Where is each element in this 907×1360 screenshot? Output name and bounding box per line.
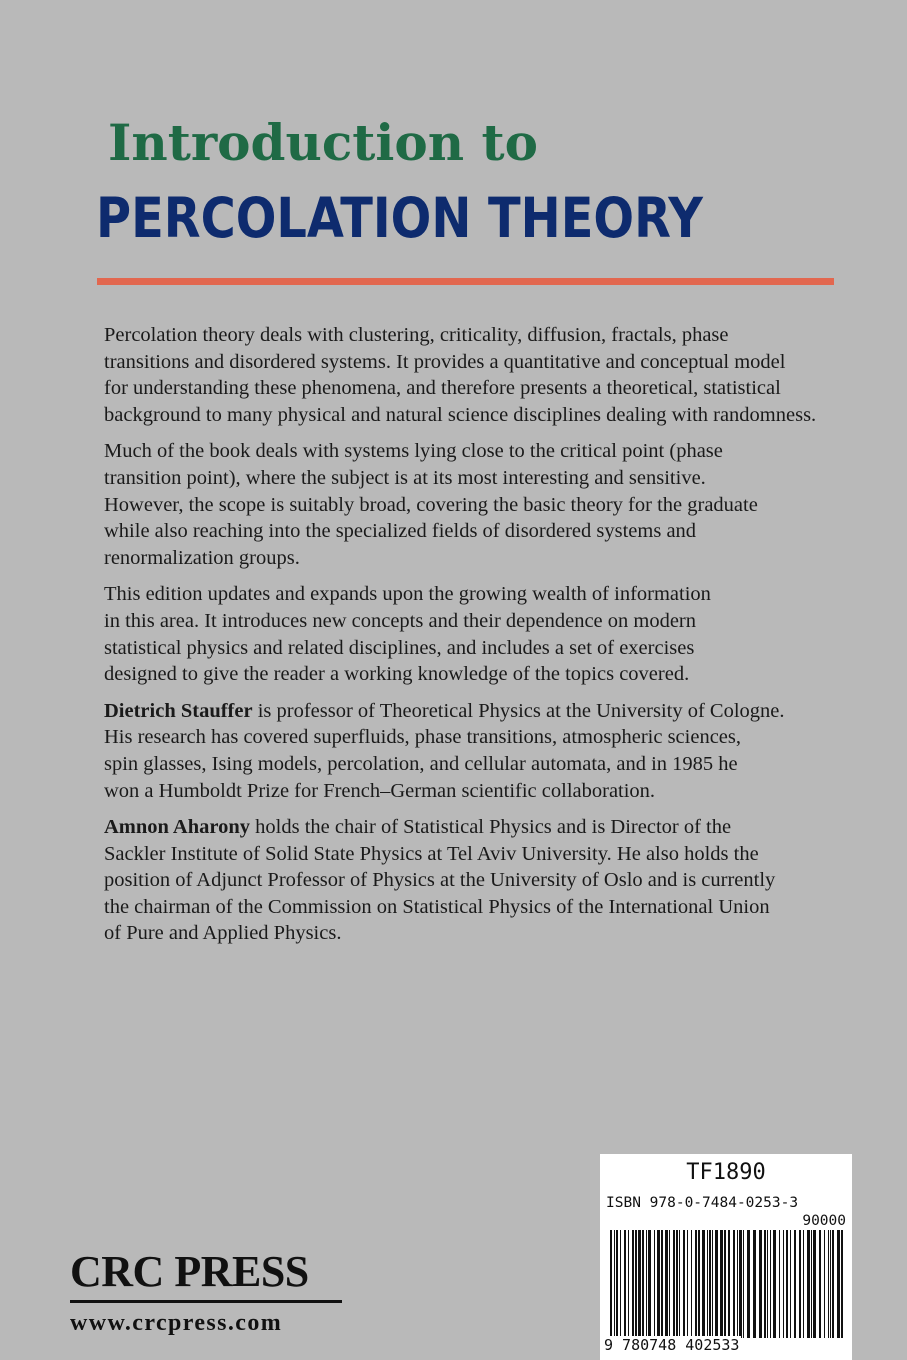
description-paragraph-1: Percolation theory deals with clustering, criticality, diffusion, fractals, phase transitions and disordered systems. It provides a quantitative and conceptual model for understanding these phenomena, and therefore presents a theoretical, statistical background to many physical and natural science disciplines dealing with randomness. [104, 324, 817, 426]
description-paragraph-3: This edition updates and expands upon the growing wealth of information in this area. It introduces new concepts and their dependence on modern statistical physics and related disciplines, and includes a set of exercises designed to give the reader a working knowledge of the topics covered. [104, 583, 711, 686]
barcode-bars-icon [608, 1230, 844, 1338]
isbn-number: ISBN 978-0-7484-0253-3 [606, 1195, 799, 1211]
back-cover-text [104, 322, 844, 957]
author-name-1: Dietrich Stauffer [104, 699, 253, 722]
title-line-2: PERCOLATION THEORY [96, 186, 703, 250]
barcode-label [600, 1154, 852, 1360]
description-paragraph-2: Much of the book deals with systems lying close to the critical point (phase transition point), where the subject is at its most interesting and sensitive. However, the scope is suitably broad, covering the basic theory for the graduate while also reaching into the specialized fields of disordered systems and renormalization groups. [104, 440, 758, 569]
author-bio-1 [104, 698, 844, 804]
publisher-url: www.crcpress.com [70, 1310, 283, 1336]
author-name-2: Amnon Aharony [104, 816, 251, 839]
author-bio-text-2: holds the chair of Statistical Physics and is Director of the Sackler Institute of Solid State Physics at Tel Aviv University. He also holds the position of Adjunct Professor of Physics at the University of Oslo and is currently the chairman of the Commission on Statistical Physics of the International Union of Pure and Applied Physics. [104, 816, 776, 945]
publisher-name: CRC PRESS [70, 1247, 309, 1296]
price-code: 90000 [802, 1213, 846, 1229]
title-divider [97, 278, 834, 285]
author-bio-2 [104, 814, 844, 947]
title-line-1: Introduction to [108, 113, 538, 172]
publisher-divider [70, 1300, 342, 1303]
author-bio-text-1: is professor of Theoretical Physics at the University of Cologne. His research has covered superfluids, phase transitions, atmospheric sciences, spin glasses, Ising models, percolation, and cellular automata, and in 1985 he won a Humboldt Prize for French–German scientific collaboration. [104, 699, 785, 802]
publisher-logo [70, 1248, 342, 1337]
barcode-digits: 9 780748 402533 [604, 1336, 740, 1354]
product-code: TF1890 [686, 1160, 766, 1185]
